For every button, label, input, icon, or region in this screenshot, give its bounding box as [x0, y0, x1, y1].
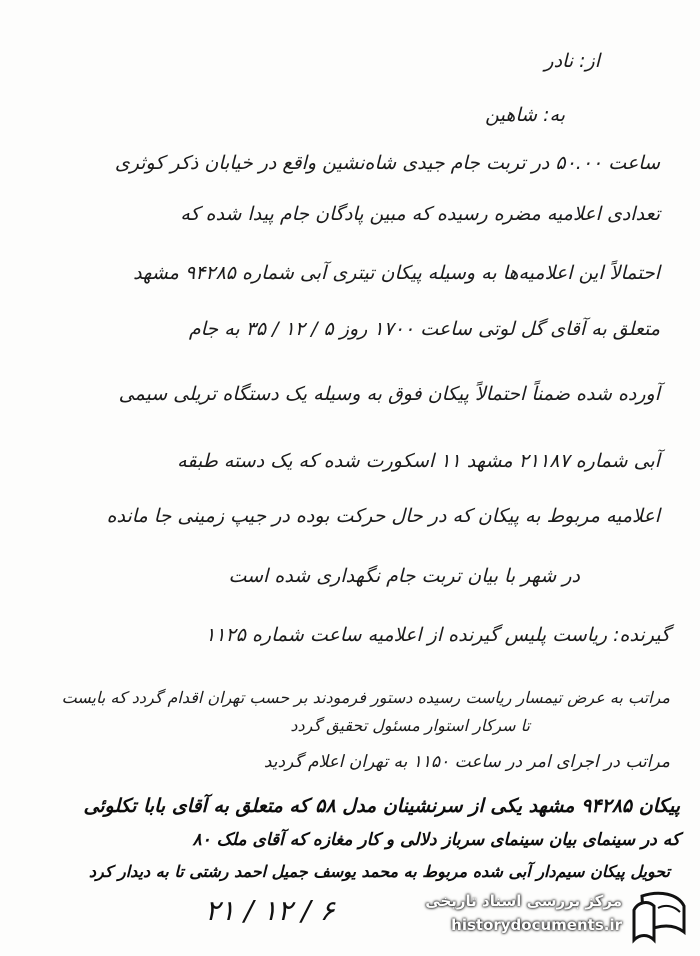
recipient-line: به: شاهین	[485, 104, 565, 126]
margin-note-line-3: تحویل پیکان سیم‌دار آبی شده مربوط به محمد یوسف جمیل احمد رشتی تا به دیدار کرد	[88, 862, 670, 881]
sender-line: از: نادر	[544, 50, 600, 72]
body-line-3: احتمالاً این اعلامیه‌ها به وسیله پیکان تیتری آبی شماره ۹۴۲۸۵ مشهد	[133, 262, 660, 284]
body-line-6: آبی شماره ۲۱۱۸۷ مشهد ۱۱ اسکورت شده که یک دسته طبقه	[177, 450, 660, 472]
scroll-logo-icon	[630, 888, 688, 944]
note-line-3: تا سرکار استوار مسئول تحقیق گردد	[290, 716, 530, 735]
note-line-2: مراتب به عرض تیمسار ریاست رسیده دستور فرمودند بر حسب تهران اقدام گردد که بایست	[61, 688, 670, 707]
note-line-1: گیرنده: ریاست پلیس گیرنده از اعلامیه ساعت شماره ۱۱۲۵	[205, 624, 670, 646]
note-line-4: مراتب در اجرای امر در ساعت ۱۱۵۰ به تهران اعلام گردید	[263, 752, 670, 772]
margin-note-line-2: که در سینمای بیان سینمای سرباز دلالی و کار مغازه که آقای ملک ۸۰	[192, 830, 680, 850]
body-line-2: تعدادی اعلامیه مضره رسیده که مبین پادگان جام پیدا شده که	[180, 203, 660, 225]
body-line-5: آورده شده ضمناً احتمالاً پیکان فوق به وسیله یک دستگاه تریلی سیمی	[118, 383, 660, 405]
document-date: ۲۱ / ۱۲ / ۶	[205, 894, 335, 927]
body-line-8: در شهر با بیان تربت جام نگهداری شده است	[228, 565, 580, 587]
watermark-url: historydocuments.ir	[451, 916, 622, 934]
watermark-title: مرکز بررسی اسناد تاریخی	[425, 892, 622, 910]
body-line-7: اعلامیه مربوط به پیکان که در حال حرکت بوده در جیپ زمینی جا مانده	[106, 505, 660, 527]
body-line-4: متعلق به آقای گل لوتی ساعت ۱۷۰۰ روز ۵ / ۱۲ / ۳۵ به جام	[188, 318, 660, 340]
margin-note-line-1: پیکان ۹۴۲۸۵ مشهد یکی از سرنشینان مدل ۵۸ که متعلق به آقای بابا تکلوئی	[83, 795, 680, 817]
body-line-1: ساعت ۵۰.۰۰ در تربت جام جیدی شاه‌نشین واقع در خیابان ذکر کوثری	[114, 152, 660, 174]
watermark	[408, 886, 688, 946]
